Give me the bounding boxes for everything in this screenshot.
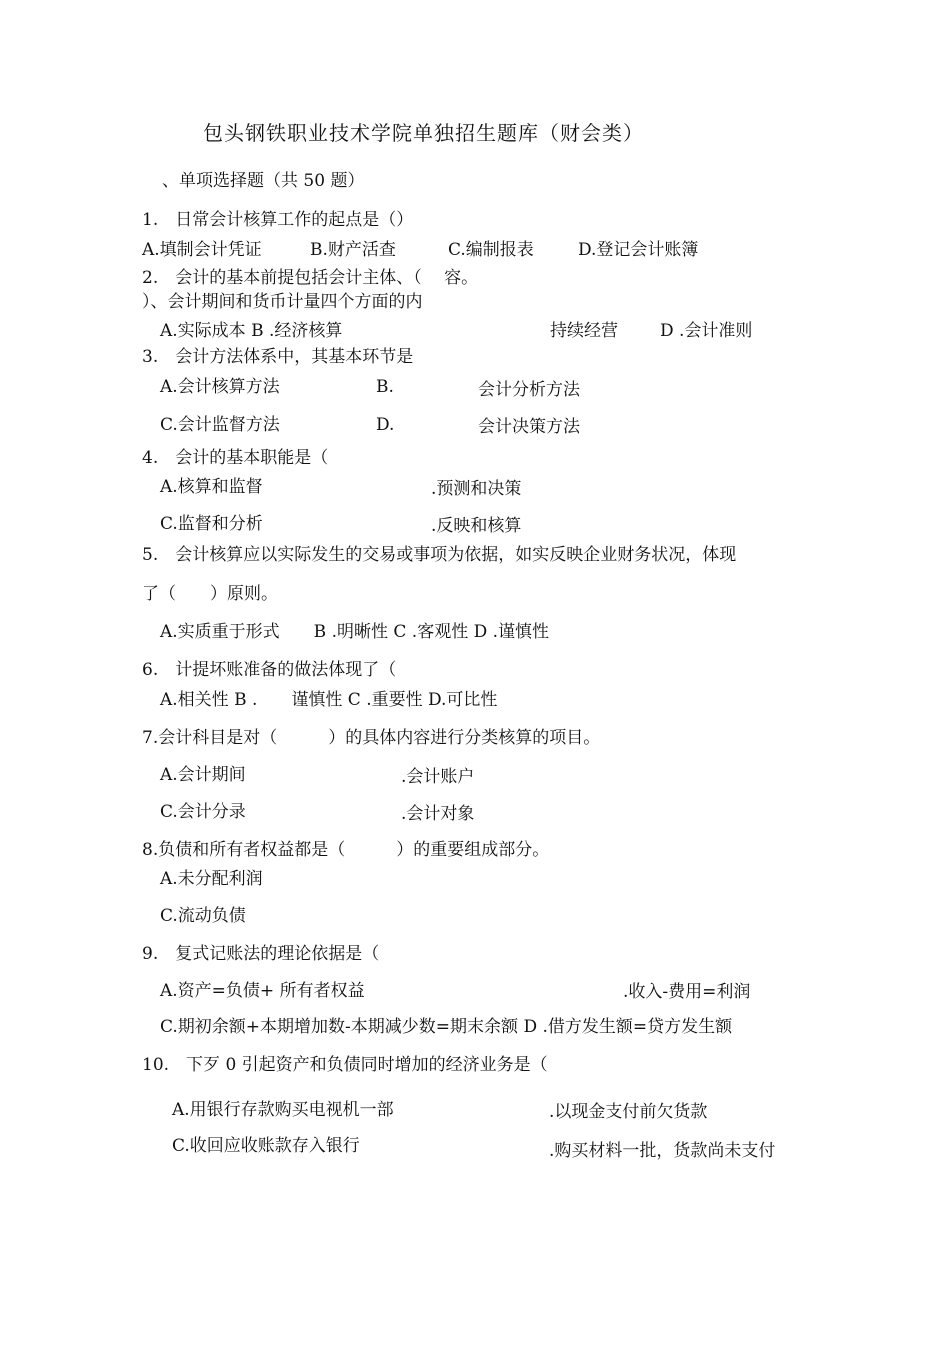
- question-2-option-c: 持续经营: [550, 321, 618, 341]
- section-heading: 、单项选择题（共 50 题）: [162, 171, 365, 191]
- question-1-option-a: A.填制会计凭证: [142, 240, 262, 260]
- question-9-option-b: .收入-费用=利润: [623, 982, 751, 1002]
- question-4-stem: 4. 会计的基本职能是（: [142, 448, 329, 468]
- question-10-option-b: .以现金支付前欠货款: [549, 1102, 708, 1122]
- question-10-stem: 10. 下歹 0 引起资产和负债同时增加的经济业务是（: [142, 1055, 548, 1075]
- question-4-option-a: A.核算和监督: [160, 477, 263, 497]
- question-1-option-c: C.编制报表: [448, 240, 534, 260]
- question-3-option-b-letter: B.: [376, 377, 394, 397]
- question-7-option-a: A.会计期间: [160, 765, 246, 785]
- question-7-option-b: .会计账户: [401, 767, 475, 787]
- question-6-options: A.相关性 B . 谨慎性 C .重要性 D.可比性: [160, 690, 498, 710]
- question-3-option-d-letter: D.: [376, 415, 395, 435]
- question-10-option-d: .购买材料一批，货款尚未支付: [549, 1141, 776, 1161]
- question-5-stem-continued: 了（ ）原则。: [142, 584, 278, 604]
- question-3-option-d: 会计决策方法: [478, 417, 580, 437]
- question-3-option-b: 会计分析方法: [478, 380, 580, 400]
- question-2-option-d: D .会计准则: [660, 321, 753, 341]
- question-9-stem: 9. 复式记账法的理论依据是（: [142, 944, 380, 964]
- question-4-option-b: .预测和决策: [431, 479, 522, 499]
- question-4-option-d: .反映和核算: [431, 516, 522, 536]
- question-9-option-a: A.资产=负债+ 所有者权益: [160, 981, 365, 1001]
- question-10-option-c: C.收回应收账款存入银行: [172, 1136, 360, 1156]
- question-8-stem: 8.负债和所有者权益都是（ ）的重要组成部分。: [142, 840, 550, 860]
- question-5-stem: 5. 会计核算应以实际发生的交易或事项为依据，如实反映企业财务状况，体现: [142, 545, 737, 565]
- question-7-option-c: C.会计分录: [160, 802, 246, 822]
- question-1-option-b: B.财产活查: [310, 240, 396, 260]
- question-10-option-a: A.用银行存款购买电视机一部: [172, 1100, 394, 1120]
- question-7-option-d: .会计对象: [401, 804, 475, 824]
- question-2-stem-continued: ）、会计期间和货币计量四个方面的内: [142, 292, 423, 312]
- question-9-option-cd: C.期初余额+本期增加数-本期减少数=期末余额 D .借方发生额=贷方发生额: [160, 1017, 733, 1037]
- question-1-stem: 1. 日常会计核算工作的起点是（）: [142, 210, 414, 230]
- question-2-option-ab: A.实际成本 B .经济核算: [160, 321, 343, 341]
- document-title: 包头钢铁职业技术学院单独招生题库（财会类）: [203, 121, 644, 145]
- question-8-option-a: A.未分配利润: [160, 869, 263, 889]
- question-3-option-a: A.会计核算方法: [160, 377, 280, 397]
- question-5-options: A.实质重于形式 B .明晰性 C .客观性 D .谨慎性: [160, 622, 550, 642]
- question-7-stem: 7.会计科目是对（ ）的具体内容进行分类核算的项目。: [142, 728, 601, 748]
- question-8-option-c: C.流动负债: [160, 906, 246, 926]
- question-6-stem: 6. 计提坏账准备的做法体现了（: [142, 660, 397, 680]
- question-1-option-d: D.登记会计账簿: [578, 240, 699, 260]
- question-3-stem: 3. 会计方法体系中，其基本环节是: [142, 347, 414, 367]
- question-3-option-c: C.会计监督方法: [160, 415, 280, 435]
- question-4-option-c: C.监督和分析: [160, 514, 263, 534]
- question-2-stem: 2. 会计的基本前提包括会计主体、（ 容。: [142, 268, 479, 288]
